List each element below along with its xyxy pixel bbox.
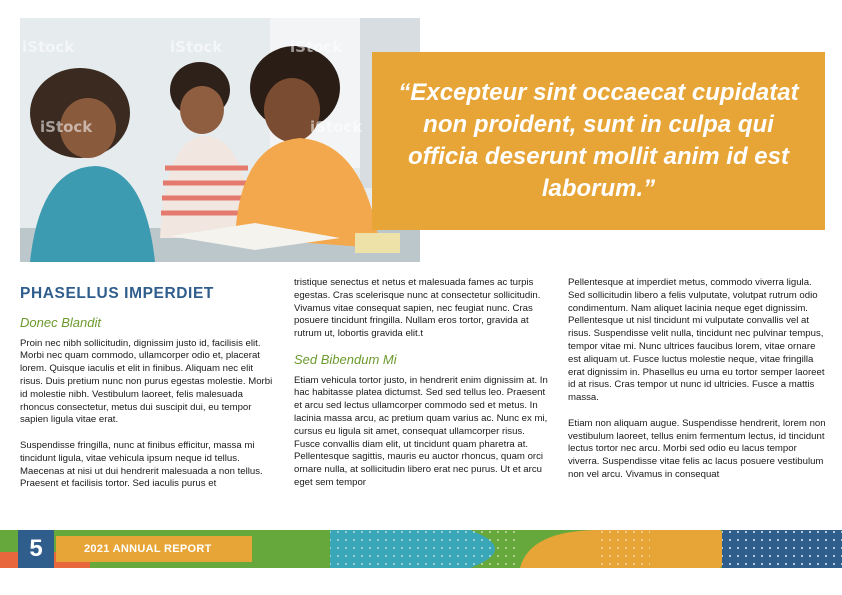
subheading: Donec Blandit xyxy=(20,314,101,330)
pull-quote-box xyxy=(372,52,825,230)
text-column-1 xyxy=(20,285,278,504)
body-paragraph: Etiam non aliquam augue. Suspendisse hendrerit, lorem non vestibulum laoreet, tellus enim fermentum lectus, id tincidunt lectus tortor nec arcu. Morbi sed odio eu lacus tempor viverra. Suspendisse vitae felis ac lacus posuere vestibulum non vel arcu. Vivamus in consequat xyxy=(568,417,826,480)
text-column-3 xyxy=(568,277,826,495)
watermark-text: iStock xyxy=(22,38,75,56)
pull-quote-text: “Excepteur sint occaecat cupidatat non proident, sunt in culpa qui officia deserunt mollit anim id est laborum.” xyxy=(398,79,799,202)
body-paragraph: tristique senectus et netus et malesuada fames ac turpis egestas. Cras scelerisque nunc at consectetur sollicitudin. Vivamus vitae consequat sapien, nec feugiat nunc. Cras posuere tincidunt fringilla. Nullam eros tortor, gravida at rutrum ut, lobortis gravida elit.t xyxy=(294,277,541,340)
watermark-text: iStock xyxy=(170,38,223,56)
watermark-text: iStock xyxy=(290,38,343,56)
body-paragraph: Etiam vehicula tortor justo, in hendrerit enim dignissim at. In hac habitasse platea dictumst. Sed sed tellus leo. Praesent et arcu sed lectus ullamcorper commodo sed et metus. In lacinia massa arcu, ac pretium quam varius ac. Nunc ex mi, cursus eu ligula sit amet, consequat ullamcorper risus. Fusce convallis diam elit, ut tincidunt quam pharetra at. Pellentesque sagittis, mauris eu auctor rhoncus, quam orci ornare nulla, at sollicitudin libero erat nec purus. Ut et arcu eget sem tempor xyxy=(294,374,548,488)
hero-photo xyxy=(20,18,420,262)
page-footer xyxy=(0,530,842,568)
body-paragraph: Suspendisse fringilla, nunc at finibus efficitur, massa mi tincidunt ligula, vitae vehicula ipsum neque id tellus. Maecenas at nisi ut dui hendrerit malesuada a non tellus. Praesent et facilisis tortor. Sed iaculis purus et xyxy=(20,439,263,490)
watermark-text: iStock xyxy=(40,118,93,136)
subheading: Sed Bibendum Mi xyxy=(294,351,397,367)
section-title: PHASELLUS IMPERDIET xyxy=(20,285,214,302)
page-number: 5 xyxy=(18,530,54,568)
body-paragraph: Pellentesque at imperdiet metus, commodo viverra ligula. Sed sollicitudin libero a felis vulputate, volutpat rutrum odio condimentum. Nam aliquet lacinia neque eget dignissim. Pellentesque ut nisl tincidunt mi vulputate convallis vel at risus. Suspendisse velit nulla, tincidunt nec pulvinar tempus, tempor vitae mi. Nunc ultrices faucibus lorem, vitae ornare est aliquam ut. Fusce luctus molestie neque, vitae fringilla erat dignissim in. Phasellus eu urna eu tortor semper laoreet id at risus. Cras tempor ut nunc id ultricies. Fusce a mattis massa. xyxy=(568,277,825,404)
body-paragraph: Proin nec nibh sollicitudin, dignissim justo id, facilisis elit. Morbi nec quam commodo, ullamcorper odio et, placerat lorem. Quisque iaculis et elit in finibus. Aliquam nec elit risus. Duis pretium nunc non purus egestas molestie. Morbi id molestie nibh. Vestibulum laoreet, felis malesuada rhoncus consectetur, metus dui suscipit dui, eu tempor sapien ligula vitae erat. xyxy=(20,337,273,426)
report-label: 2021 ANNUAL REPORT xyxy=(56,536,252,562)
watermark-text: iStock xyxy=(310,118,363,136)
text-column-2 xyxy=(294,277,552,503)
